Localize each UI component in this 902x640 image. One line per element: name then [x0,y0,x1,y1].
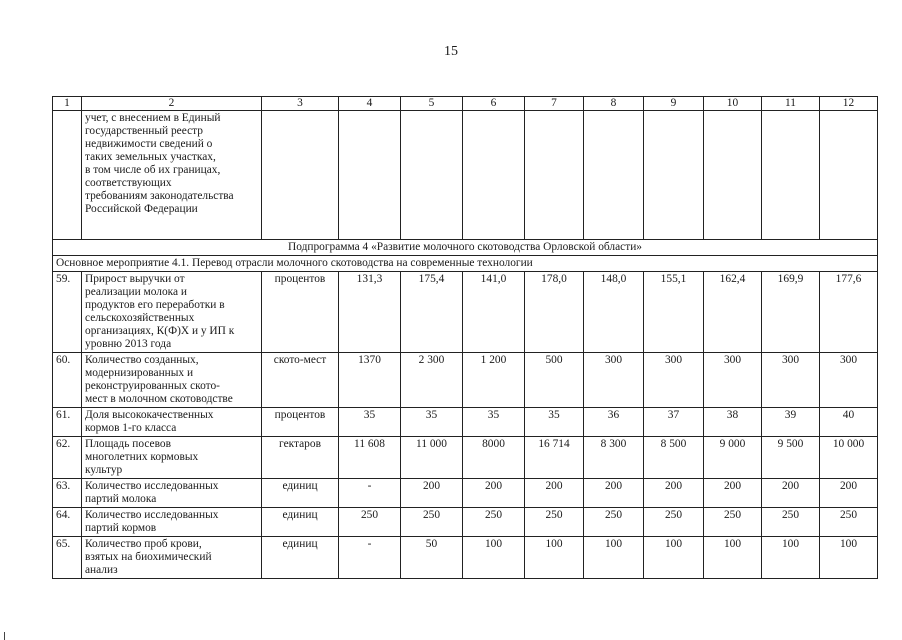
column-number-cell: 5 [401,97,463,111]
value-cell: 100 [644,537,704,579]
value-cell: 1370 [339,353,401,408]
value-cell: 11 000 [401,437,463,479]
value-cell: 100 [820,537,878,579]
value-cell: 16 714 [525,437,584,479]
value-cell: 8 300 [584,437,644,479]
value-cell: 162,4 [704,272,762,353]
indicators-table [52,96,878,579]
cell-line: взятых на биохимический [85,551,212,563]
cell-line: Количество исследованных [85,480,219,492]
table-row [53,437,878,479]
unit-cell: процентов [262,272,339,353]
value-cell: 250 [401,508,463,537]
cell-line: анализ [85,564,118,576]
continuation-row [53,111,878,240]
cell-line: партий молока [85,493,157,505]
cell-line: Прирост выручки от [85,273,185,285]
column-number-row [53,97,878,111]
value-cell: 200 [704,479,762,508]
value-cell: 500 [525,353,584,408]
cell-line: многолетних кормовых [85,451,199,463]
value-cell: 250 [525,508,584,537]
cell-line: Площадь посевов [85,438,171,450]
page-number: 15 [444,44,458,59]
value-cell: 1 200 [463,353,525,408]
column-number-cell: 3 [262,97,339,111]
value-cell: - [339,537,401,579]
column-number-cell: 2 [82,97,262,111]
cell-line: в том числе об их границах, [85,164,221,176]
cell-line: сельскохозяйственных [85,312,195,324]
cell-line: государственный реестр [85,125,203,137]
value-cell: 300 [644,353,704,408]
subprogram-title: Подпрограмма 4 «Развитие молочного скотоводства Орловской области» [53,240,878,256]
value-cell: 155,1 [644,272,704,353]
value-cell: 10 000 [820,437,878,479]
value-cell: - [339,479,401,508]
column-number-cell: 6 [463,97,525,111]
indicator-name-cell [82,537,262,579]
unit-cell: гектаров [262,437,339,479]
cell-line: культур [85,464,123,476]
value-cell: 35 [525,408,584,437]
indicator-name-cell [82,437,262,479]
value-cell: 8000 [463,437,525,479]
value-cell: 100 [762,537,820,579]
row-number-cell [53,111,82,240]
cell-line: реконструированных ското- [85,380,220,392]
value-cell: 35 [339,408,401,437]
value-cell: 9 500 [762,437,820,479]
unit-cell: единиц [262,508,339,537]
unit-cell: единиц [262,537,339,579]
cell-line: модернизированных и [85,367,194,379]
column-number-cell: 4 [339,97,401,111]
column-number-cell: 9 [644,97,704,111]
indicator-name-cell [82,272,262,353]
cell-line: Количество исследованных [85,509,219,521]
value-cell: 178,0 [525,272,584,353]
value-cell: 36 [584,408,644,437]
cell-line: организациях, К(Ф)Х и у ИП к [85,325,235,337]
cell-line: реализации молока и [85,286,188,298]
cell-line: мест в молочном скотоводстве [85,393,233,405]
column-number-cell: 12 [820,97,878,111]
column-number-cell: 1 [53,97,82,111]
column-number-cell: 11 [762,97,820,111]
table-row [53,353,878,408]
cell-line: таких земельных участках, [85,151,216,163]
value-cell: 9 000 [704,437,762,479]
value-cell: 141,0 [463,272,525,353]
value-cell: 200 [463,479,525,508]
value-cell: 8 500 [644,437,704,479]
indicator-name-cell [82,479,262,508]
cell-line: учет, с внесением в Единый [85,112,221,124]
column-number-cell: 7 [525,97,584,111]
value-cell: 2 300 [401,353,463,408]
value-cell: 250 [820,508,878,537]
value-cell: 200 [525,479,584,508]
value-cell: 169,9 [762,272,820,353]
value-cell: 148,0 [584,272,644,353]
row-number-cell: 60. [53,353,82,408]
value-cell: 250 [704,508,762,537]
empty-value-cell [262,111,339,240]
edge-mark [4,632,5,640]
value-cell: 200 [820,479,878,508]
value-cell: 35 [401,408,463,437]
unit-cell: единиц [262,479,339,508]
cell-line: Количество проб крови, [85,538,202,550]
empty-value-cell [644,111,704,240]
value-cell: 177,6 [820,272,878,353]
value-cell: 100 [704,537,762,579]
table-row [53,508,878,537]
row-number-cell: 59. [53,272,82,353]
value-cell: 250 [584,508,644,537]
empty-value-cell [463,111,525,240]
column-number-cell: 10 [704,97,762,111]
row-number-cell: 64. [53,508,82,537]
row-number-cell: 65. [53,537,82,579]
cell-line: продуктов его переработки в [85,299,225,311]
cell-line: кормов 1-го класса [85,422,177,434]
unit-cell: процентов [262,408,339,437]
value-cell: 39 [762,408,820,437]
value-cell: 50 [401,537,463,579]
subprogram-row [53,240,878,256]
cell-line: Количество созданных, [85,354,199,366]
value-cell: 200 [401,479,463,508]
empty-value-cell [525,111,584,240]
cell-line: партий кормов [85,522,157,534]
table-row [53,479,878,508]
value-cell: 40 [820,408,878,437]
row-number-cell: 63. [53,479,82,508]
empty-value-cell [339,111,401,240]
empty-value-cell [704,111,762,240]
indicator-name-cell [82,353,262,408]
cell-line: Доля высококачественных [85,409,214,421]
indicator-name-cell [82,111,262,240]
table-row [53,537,878,579]
value-cell: 38 [704,408,762,437]
value-cell: 250 [762,508,820,537]
value-cell: 300 [762,353,820,408]
value-cell: 100 [525,537,584,579]
table-row [53,272,878,353]
cell-line: соответствующих [85,177,172,189]
cell-line: недвижимости сведений о [85,138,213,150]
indicator-name-cell [82,508,262,537]
measure-row [53,256,878,272]
value-cell: 200 [644,479,704,508]
indicator-name-cell [82,408,262,437]
unit-cell: ското-мест [262,353,339,408]
value-cell: 37 [644,408,704,437]
row-number-cell: 61. [53,408,82,437]
value-cell: 300 [704,353,762,408]
empty-value-cell [820,111,878,240]
value-cell: 131,3 [339,272,401,353]
value-cell: 300 [584,353,644,408]
value-cell: 100 [463,537,525,579]
value-cell: 35 [463,408,525,437]
value-cell: 250 [644,508,704,537]
cell-line: Российской Федерации [85,203,198,215]
empty-value-cell [762,111,820,240]
value-cell: 200 [584,479,644,508]
value-cell: 250 [463,508,525,537]
value-cell: 100 [584,537,644,579]
column-number-cell: 8 [584,97,644,111]
row-number-cell: 62. [53,437,82,479]
value-cell: 11 608 [339,437,401,479]
table-row [53,408,878,437]
empty-value-cell [584,111,644,240]
value-cell: 300 [820,353,878,408]
value-cell: 200 [762,479,820,508]
measure-title: Основное мероприятие 4.1. Перевод отрасли молочного скотоводства на современные технологии [53,256,878,272]
empty-value-cell [401,111,463,240]
cell-line: требованиям законодательства [85,190,234,202]
cell-line: уровню 2013 года [85,338,172,350]
value-cell: 250 [339,508,401,537]
value-cell: 175,4 [401,272,463,353]
